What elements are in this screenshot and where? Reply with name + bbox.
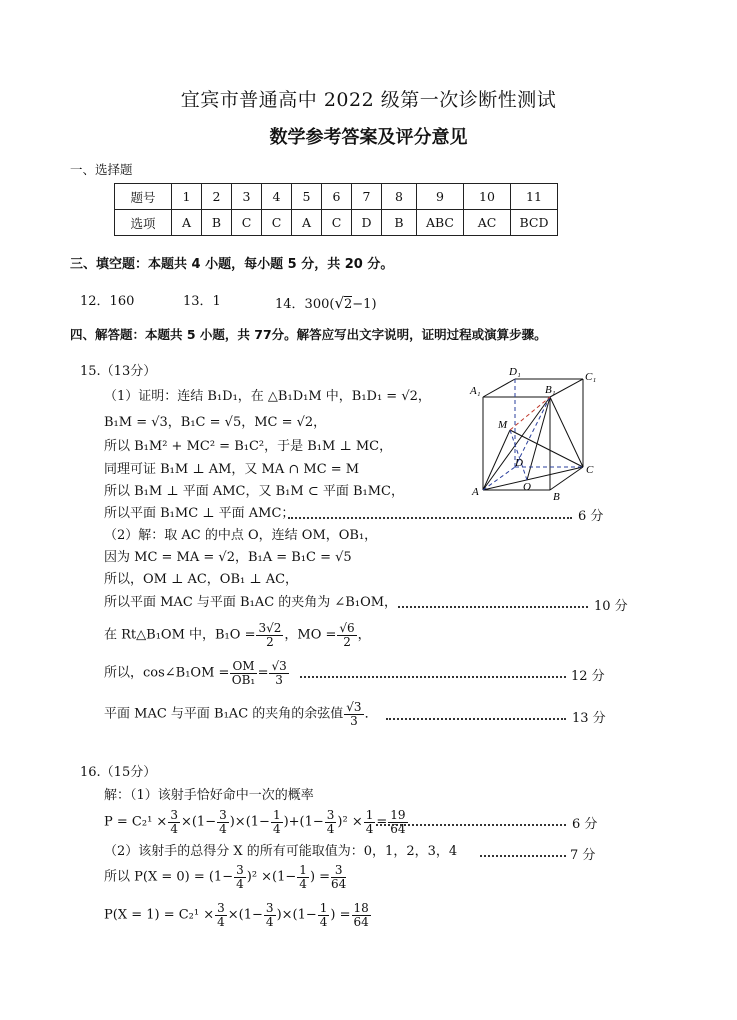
q16-line: 解：（1）该射手恰好命中一次的概率	[104, 788, 314, 803]
cube-diagram	[465, 362, 615, 502]
table-cell: A	[172, 210, 202, 236]
point-label: D	[515, 457, 523, 469]
fill-answer-13: 13．1	[183, 294, 221, 309]
q15-line: 所以，OM ⊥ AC，OB₁ ⊥ AC，	[104, 572, 299, 587]
q16-heading: 16.（15分）	[80, 765, 157, 780]
point-label: M	[498, 419, 508, 431]
dotted-leader	[480, 855, 566, 857]
fraction: $\frac{3√2}{2}$	[258, 621, 282, 649]
dotted-leader	[398, 606, 588, 608]
table-cell: C	[232, 210, 262, 236]
q16-line: （2）该射手的总得分 X 的所有可能取值为：0，1，2，3，4	[104, 844, 458, 859]
score-mark: 13 分	[572, 711, 606, 726]
edge	[483, 397, 550, 490]
dotted-leader	[300, 676, 566, 678]
table-cell: C	[322, 210, 352, 236]
table-row	[115, 210, 558, 236]
answer-table	[114, 183, 558, 236]
fraction: $\frac{18}{64}$	[353, 901, 369, 929]
table-cell: 10	[464, 184, 511, 210]
point-label: D₁	[509, 366, 521, 378]
fraction: $\frac{3}{4}$	[217, 901, 225, 929]
fraction: $\frac{√6}{2}$	[339, 621, 355, 649]
edge	[483, 430, 510, 490]
dotted-leader	[376, 824, 566, 826]
table-cell: B	[382, 210, 417, 236]
table-cell: AC	[464, 210, 511, 236]
fill-answer-12: 12．160	[80, 294, 135, 309]
section-answer-heading: 四、解答题：本题共 5 小题，共 77分。解答应写出文字说明，证明过程或演算步骤。	[70, 327, 547, 342]
table-cell: BCD	[511, 210, 558, 236]
dotted-leader	[386, 718, 566, 720]
fraction: $\frac{3}{4}$	[265, 901, 274, 929]
fraction: $\frac{1}{4}$	[272, 808, 281, 836]
edge	[527, 397, 550, 480]
table-cell: B	[202, 210, 232, 236]
q16-line: P(X = 1) = C₂¹ × $\frac{3}{4}$ ×(1− $\frac{3}{4}$ )×(1− $\frac{1}{4}$ ) = $\frac{18}{64}$	[104, 901, 369, 929]
q15-line: 所以平面 MAC 与平面 B₁AC 的夹角为 ∠B₁OM，	[104, 595, 398, 610]
fraction: $\frac{3}{4}$	[326, 808, 335, 836]
fraction: $\frac{1}{4}$	[365, 808, 374, 836]
table-header-cell: 题号	[115, 184, 172, 210]
fraction: $\frac{3}{64}$	[331, 863, 347, 891]
page-title: 宜宾市普通高中 2022 级第一次诊断性测试	[180, 89, 557, 111]
q15-line: 所以平面 B₁MC ⊥ 平面 AMC；	[104, 506, 295, 521]
table-cell: 3	[232, 184, 262, 210]
q15-line: 平面 MAC 与平面 B₁AC 的夹角的余弦值 $\frac{√3}{3}$ ．	[104, 700, 378, 728]
score-mark: 12 分	[571, 669, 605, 684]
table-cell: 5	[292, 184, 322, 210]
fraction: $\frac{√3}{3}$	[271, 659, 287, 687]
fraction: $\frac{3}{4}$	[219, 808, 227, 836]
q16-line: 所以 P(X = 0) = (1− $\frac{3}{4}$ )² ×(1− $\frac{1}{4}$ ) = $\frac{3}{64}$	[104, 863, 347, 891]
fraction: $\frac{3}{4}$	[170, 808, 178, 836]
fill-answer-14: 14．300(√2−1)	[275, 294, 377, 312]
edge	[550, 397, 583, 467]
section-choice-heading: 一、选择题	[70, 162, 133, 177]
q15-line: 所以 B₁M² + MC² = B₁C²，于是 B₁M ⊥ MC，	[104, 439, 393, 454]
fraction: $\frac{1}{4}$	[319, 901, 328, 929]
score-mark: 6 分	[572, 817, 598, 832]
score-mark: 6 分	[578, 509, 604, 524]
point-label: A₁	[470, 385, 481, 397]
point-label: B	[553, 491, 560, 502]
point-label: O	[523, 481, 531, 493]
edge	[483, 379, 515, 397]
table-cell: 4	[262, 184, 292, 210]
point-label: C	[586, 464, 594, 476]
score-mark: 7 分	[570, 848, 596, 863]
q15-line: 同理可证 B₁M ⊥ AM，又 MA ∩ MC = M	[104, 462, 360, 477]
table-cell: 1	[172, 184, 202, 210]
fraction: $\frac{19}{64}$	[390, 808, 406, 836]
table-cell: 6	[322, 184, 352, 210]
table-row	[115, 184, 558, 210]
score-mark: 10 分	[594, 599, 628, 614]
fraction: $\frac{3}{4}$	[236, 863, 244, 891]
point-label: C₁	[585, 371, 597, 383]
q16-line: P = C₂¹ × $\frac{3}{4}$ ×(1− $\frac{3}{4}$ )×(1− $\frac{1}{4}$ )+(1− $\frac{3}{4}$ )² × $\frac{1}{4}$ = $\frac{19}{64}$	[104, 808, 406, 836]
q15-line: 所以 B₁M ⊥ 平面 AMC，又 B₁M ⊂ 平面 B₁MC，	[104, 484, 404, 499]
point-label: B₁	[545, 384, 556, 396]
table-cell: 11	[511, 184, 558, 210]
table-cell: C	[262, 210, 292, 236]
table-cell: 7	[352, 184, 382, 210]
q15-line: （1）证明：连结 B₁D₁，在 △B₁D₁M 中，B₁D₁ = √2，	[104, 389, 431, 404]
table-cell: 2	[202, 184, 232, 210]
q15-line: 所以，cos∠B₁OM = $\frac{OM}{\text{OB₁}}$ = $\frac{√3}{3}$	[104, 659, 287, 687]
dotted-leader	[288, 517, 572, 519]
table-cell: 9	[417, 184, 464, 210]
page-subtitle: 数学参考答案及评分意见	[269, 127, 468, 148]
table-header-cell: 选项	[115, 210, 172, 236]
table-cell: A	[292, 210, 322, 236]
q15-line: 在 Rt△B₁OM 中，B₁O = $\frac{3√2}{2}$ ，MO = $\frac{√6}{2}$ ，	[104, 621, 371, 649]
fraction: $\frac{1}{4}$	[299, 863, 307, 891]
table-cell: D	[352, 210, 382, 236]
section-fill-heading: 三、填空题：本题共 4 小题，每小题 5 分，共 20 分。	[70, 257, 394, 272]
q15-line: 因为 MC = MA = √2，B₁A = B₁C = √5	[104, 550, 352, 565]
fraction: $\frac{√3}{3}$	[346, 700, 362, 728]
q15-line: B₁M = √3，B₁C = √5，MC = √2，	[104, 415, 327, 430]
edge	[483, 467, 583, 490]
q15-line: （2）解：取 AC 的中点 O，连结 OM，OB₁，	[104, 528, 378, 543]
table-cell: ABC	[417, 210, 464, 236]
point-label: A	[472, 486, 479, 498]
q15-heading: 15.（13分）	[80, 364, 157, 379]
table-cell: 8	[382, 184, 417, 210]
fraction: $\frac{OM}{\text{OB₁}}$	[231, 659, 256, 687]
